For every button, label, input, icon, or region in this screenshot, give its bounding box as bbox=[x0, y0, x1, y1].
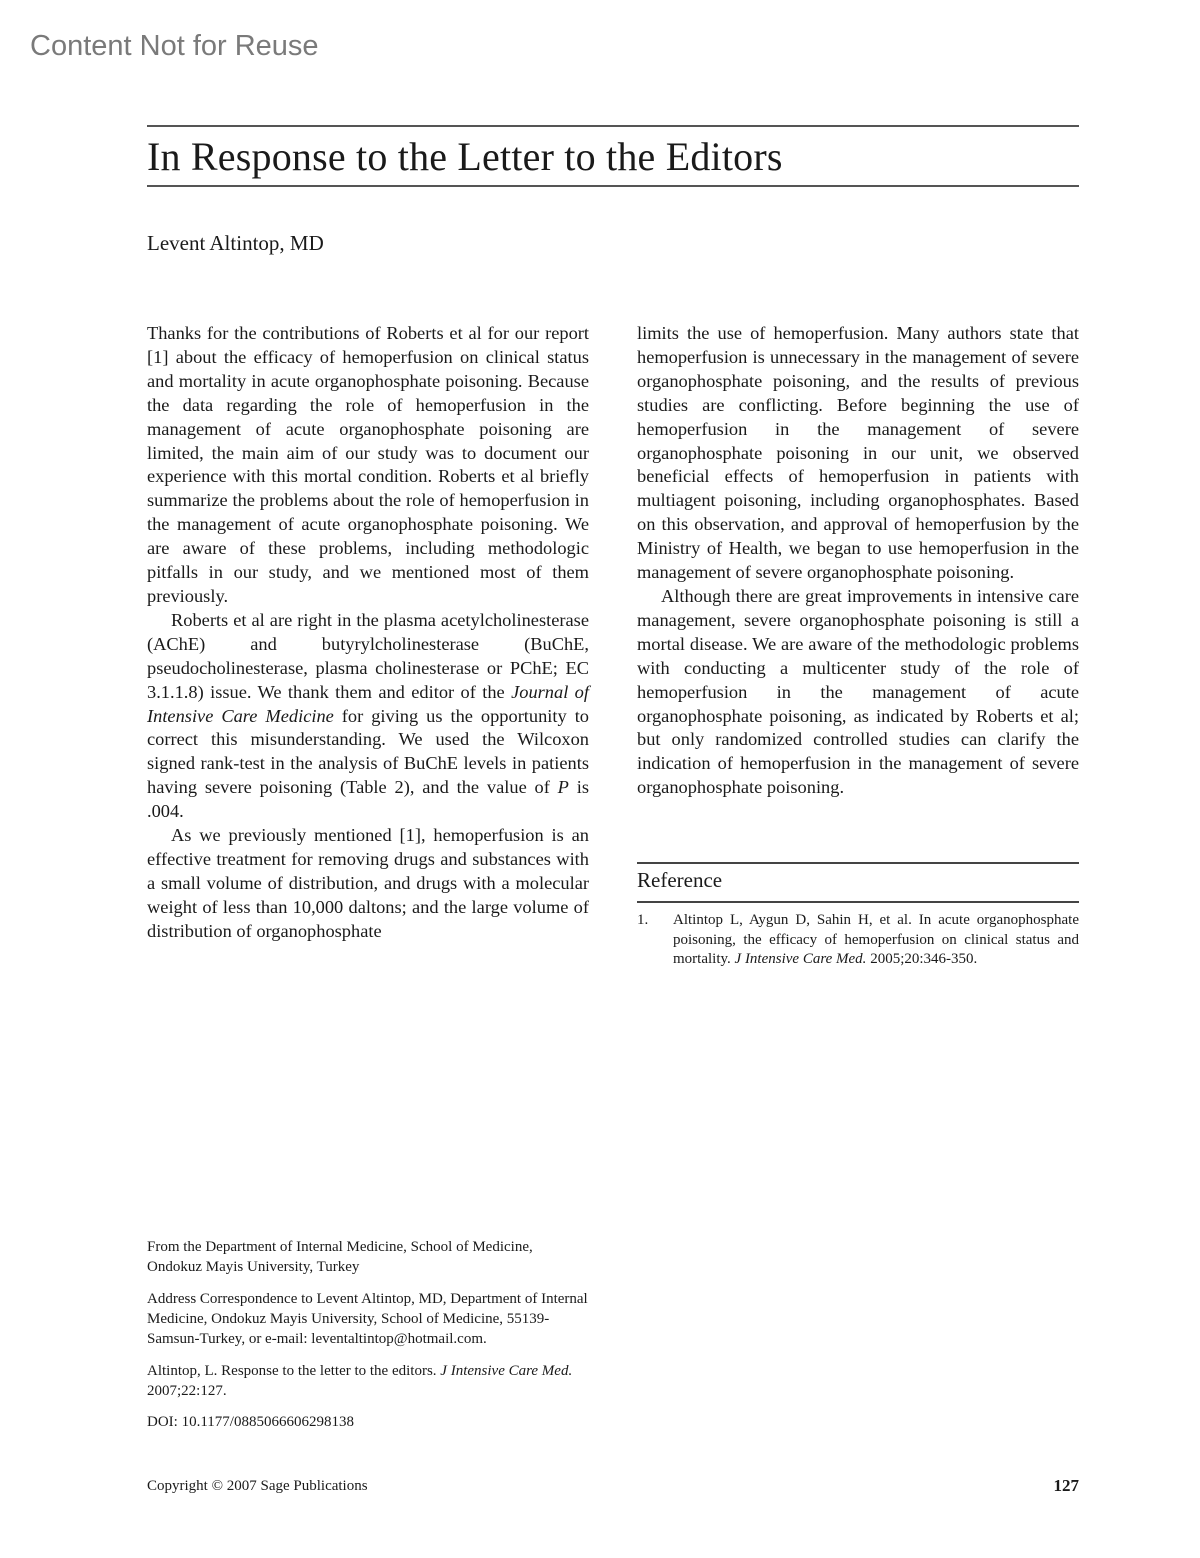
body-paragraph-2: Roberts et al are right in the plasma acetylcholinesterase (AChE) and butyrylcholinesterase (BuChE, pseudocholinesterase, plasma cholinesterase or PChE; EC 3.1.1.8) issue. We thank them and editor of the Journal of Intensive Care Medicine for giving us the opportunity to correct this misunderstanding. We used the Wilcoxon signed rank-test in the analysis of BuChE levels in patients having severe poisoning (Table 2), and the value of P is .004. bbox=[147, 609, 589, 822]
reference-journal: J Intensive Care Med. bbox=[734, 951, 867, 967]
reference-number: 1. bbox=[637, 912, 649, 928]
author-name: Levent Altintop, MD bbox=[147, 231, 324, 255]
left-column bbox=[147, 322, 589, 944]
copyright-notice: Copyright © 2007 Sage Publications bbox=[147, 1478, 368, 1494]
journal-name: Journal of Intensive Care Medicine bbox=[147, 681, 589, 726]
reference-item bbox=[637, 911, 1079, 970]
affiliation-department: From the Department of Internal Medicine, School of Medicine, Ondokuz Mayis University, Turkey bbox=[147, 1239, 533, 1275]
body-paragraph-3: As we previously mentioned [1], hemoperfusion is an effective treatment for removing drugs and substances with a small volume of distribution, and drugs with a molecular weight of less than 10,000 daltons; and the large volume of distribution of organophosphate bbox=[147, 825, 589, 941]
p-value-symbol: P bbox=[557, 777, 569, 798]
body-paragraph-1: Thanks for the contributions of Roberts et al for our report [1] about the efficacy of hemoperfusion on clinical status and mortality in acute organophosphate poisoning. Because the data regarding the role of hemoperfusion in the management of acute organophosphate poisoning are limited, the main aim of our study was to document our experience with this mortal condition. Roberts et al briefly summarize the problems about the role of hemoperfusion in the management of acute organophosphate poisoning. We are aware of these problems, including methodologic pitfalls in our study, and we mentioned most of them previously. bbox=[147, 323, 589, 606]
citation-line: Altintop, L. Response to the letter to the editors. J Intensive Care Med. 2007;22:127. bbox=[147, 1363, 573, 1399]
reference-text: Altintop L, Aygun D, Sahin H, et al. In acute organophosphate poisoning, the efficacy of hemoperfusion on clinical status and mortality. J Intensive Care Med. 2005;20:346-350. bbox=[673, 912, 1079, 967]
article-title: In Response to the Letter to the Editors bbox=[147, 134, 783, 179]
reference-bottom-rule bbox=[637, 901, 1079, 903]
page-number: 127 bbox=[1053, 1476, 1079, 1495]
body-paragraph-4: limits the use of hemoperfusion. Many authors state that hemoperfusion is unnecessary in the management of severe organophosphate poisoning, and the results of previous studies are conflicting. Before beginning the use of hemoperfusion in the management of severe organophosphate poisoning in our unit, we observed beneficial effects of hemoperfusion in patients with multiagent poisoning, including organophosphates. Based on this observation, and approval of hemoperfusion by the Ministry of Health, we began to use hemoperfusion in the management of severe organophosphate poisoning. bbox=[637, 323, 1079, 583]
right-column bbox=[637, 322, 1079, 800]
body-paragraph-5: Although there are great improvements in intensive care management, severe organophosphate poisoning is still a mortal disease. We are aware of the methodologic problems with conducting a multicenter study of the role of hemoperfusion in the management of acute organophosphate poisoning, as indicated by Roberts et al; but only randomized controlled studies can clarify the indication of hemoperfusion in the management of severe organophosphate poisoning. bbox=[637, 585, 1079, 798]
title-bottom-rule bbox=[147, 185, 1079, 187]
watermark: Content Not for Reuse bbox=[30, 30, 319, 62]
reference-top-rule bbox=[637, 862, 1079, 864]
affiliation-correspondence: Address Correspondence to Levent Altintop, MD, Department of Internal Medicine, Ondokuz Mayis University, School of Medicine, 55139-Samsun-Turkey, or e-mail: leventaltintop@hotmail.com. bbox=[147, 1291, 588, 1347]
doi-line: DOI: 10.1177/0885066606298138 bbox=[147, 1414, 354, 1430]
title-top-rule bbox=[147, 125, 1079, 127]
reference-heading: Reference bbox=[637, 868, 723, 892]
citation-journal: J Intensive Care Med. bbox=[440, 1363, 573, 1379]
